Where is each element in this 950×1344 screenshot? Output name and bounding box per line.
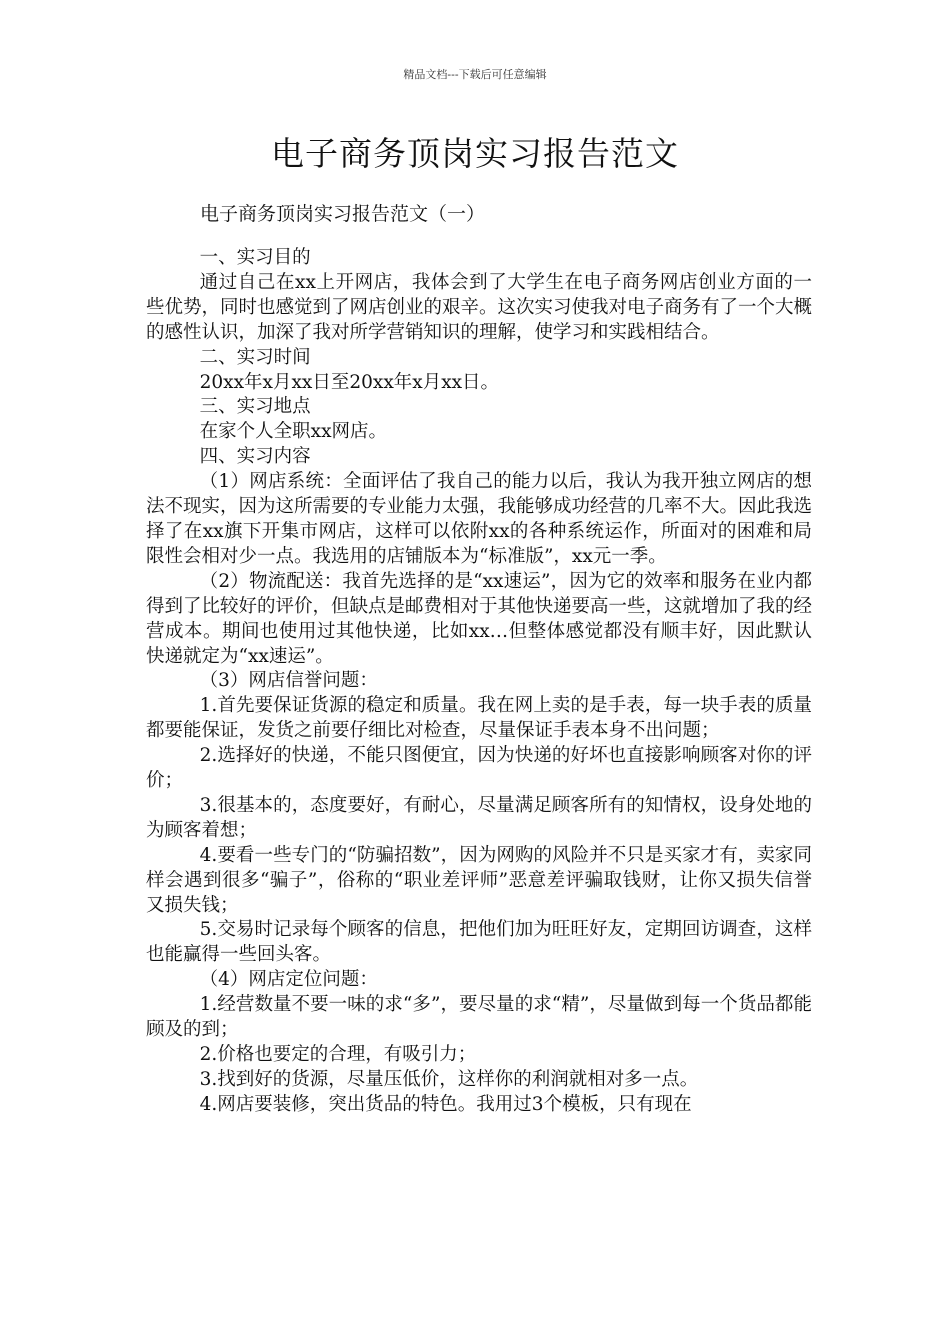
paragraph: （2）物流配送：我首先选择的是“xx速运”，因为它的效率和服务在业内都得到了比较好的评价，但缺点是邮费相对于其他快递要高一些，这就增加了我的经营成本。期间也使用过其他快递，比如xx…但整体感觉都没有顺丰好，因此默认快递就定为“xx速运”。: [146, 570, 813, 667]
section-heading-content: 四、实习内容: [199, 446, 311, 468]
section-heading-location: 三、实习地点: [199, 396, 311, 418]
list-item: 5.交易时记录每个顾客的信息，把他们加为旺旺好友，定期回访调查，这样也能赢得一些回头客。: [146, 919, 812, 966]
list-item: 1.首先要保证货源的稳定和质量。我在网上卖的是手表，每一块手表的质量都要能保证，发货之前要仔细比对检查，尽量保证手表本身不出问题；: [146, 695, 812, 742]
list-item: 3.找到好的货源，尽量压低价，这样你的利润就相对多一点。: [199, 1068, 699, 1090]
list-item: 3.很基本的，态度要好，有耐心，尽量满足顾客所有的知情权，设身处地的为顾客着想；: [146, 794, 812, 841]
section-heading-time: 二、实习时间: [199, 346, 311, 368]
document-subtitle: 电子商务顶岗实习报告范文（一）: [200, 203, 486, 225]
document-title: 电子商务顶岗实习报告范文: [271, 134, 679, 173]
list-item: 1.经营数量不要一味的求“多”，要尽量的求“精”，尽量做到每一个货品都能顾及的到；: [146, 994, 812, 1041]
paragraph: 通过自己在xx上开网店，我体会到了大学生在电子商务网店创业方面的一些优势，同时也感觉到了网店创业的艰辛。这次实习使我对电子商务有了一个大概的感性认识，加深了我对所学营销知识的理解，使学习和实践相结合。: [146, 271, 813, 343]
list-item: 4.要看一些专门的“防骗招数”，因为网购的风险并不只是买家才有，卖家同样会遇到很多“骗子”，俗称的“职业差评师”恶意差评骗取钱财，让你又损失信誉又损失钱；: [146, 844, 812, 916]
document-body: [146, 246, 812, 1118]
section-heading-purpose: 一、实习目的: [199, 247, 311, 268]
list-item: 2.选择好的快递，不能只图便宜，因为快递的好坏也直接影响顾客对你的评价；: [146, 745, 812, 792]
subheading-positioning: （4）网店定位问题：: [199, 969, 378, 991]
paragraph: （1）网店系统：全面评估了我自己的能力以后，我认为我开独立网店的想法不现实，因为这所需要的专业能力太强，我能够成功经营的几率不大。因此我选择了在xx旗下开集市网店，这样可以依附xx的各种系统运作，所面对的困难和局限性会相对少一点。我选用的店铺版本为“标准版”，xx元一季。: [146, 471, 813, 567]
paragraph: 在家个人全职xx网店。: [199, 421, 388, 443]
list-item: 2.价格也要定的合理，有吸引力；: [199, 1044, 477, 1065]
list-item: 4.网店要装修，突出货品的特色。我用过3个模板，只有现在: [199, 1093, 692, 1115]
page-header-note: 精品文档---下载后可任意编辑: [403, 68, 547, 81]
paragraph: 20xx年x月xx日至20xx年x月xx日。: [199, 371, 500, 393]
subheading-reputation: （3）网店信誉问题：: [199, 670, 378, 692]
